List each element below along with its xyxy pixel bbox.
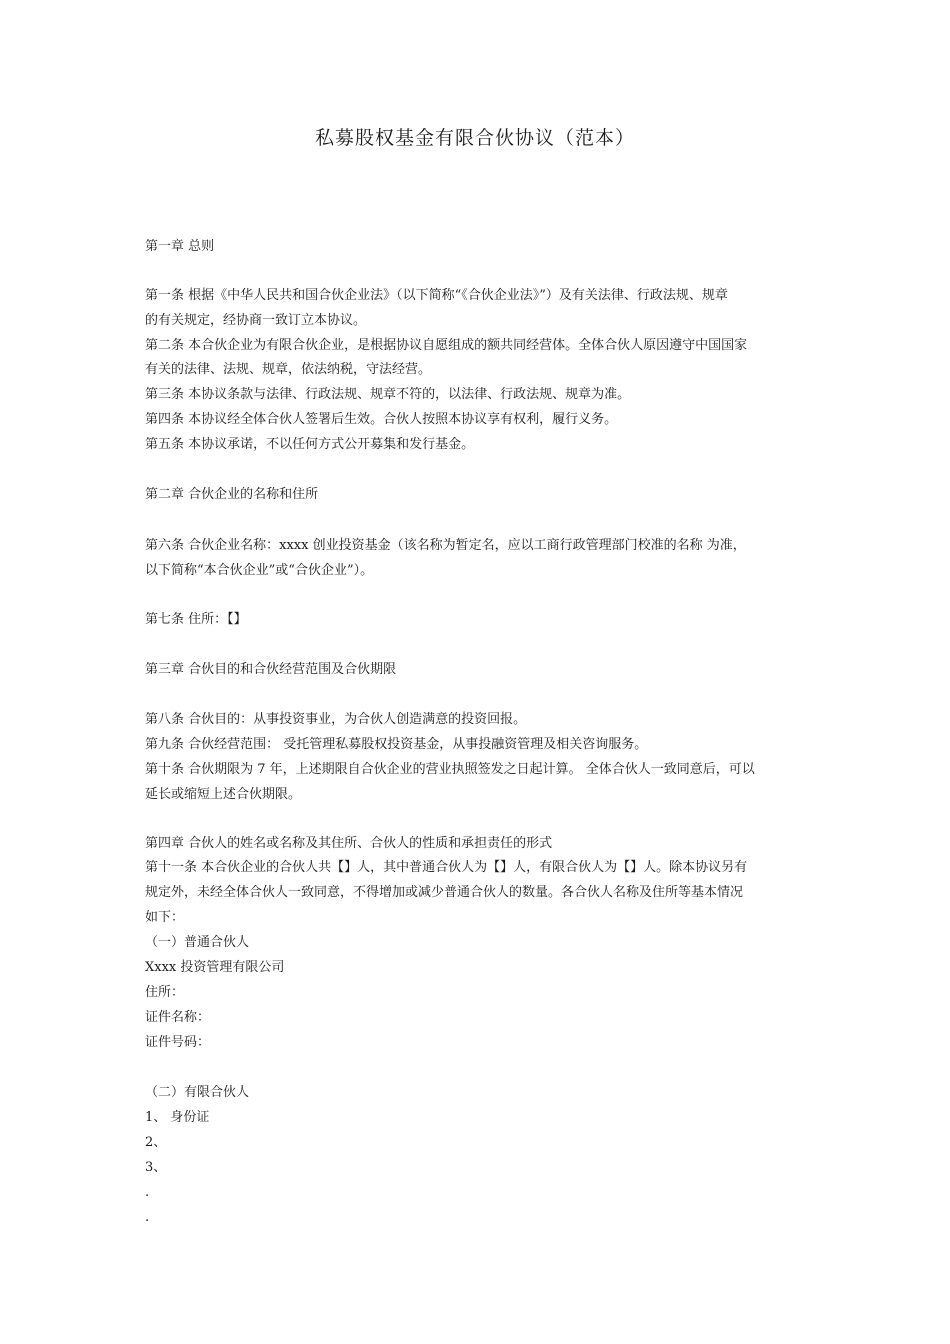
- article-4: 第四条 本协议经全体合伙人签署后生效。合伙人按照本协议享有权利，履行义务。: [145, 412, 618, 427]
- article-10-line-2: 延长或缩短上述合伙期限。: [145, 787, 302, 802]
- article-11-line-1: 第十一条 本合伙企业的合伙人共【】人，其中普通合伙人为【】人，有限合伙人为【】人。除本协议另有: [145, 860, 748, 875]
- general-partner-address: 住所：: [145, 985, 185, 1000]
- chapter-3-heading: 第三章 合伙目的和合伙经营范围及合伙期限: [145, 662, 397, 677]
- chapter-4-heading: 第四章 合伙人的姓名或名称及其住所、合伙人的性质和承担责任的形式: [145, 836, 553, 851]
- article-10-line-1: 第十条 合伙期限为 7 年，上述期限自合伙企业的营业执照签发之日起计算。 全体合伙人一致同意后，可以: [145, 762, 755, 777]
- chapter-1-heading: 第一章 总则: [145, 239, 215, 254]
- article-5: 第五条 本协议承诺，不以任何方式公开募集和发行基金。: [145, 437, 475, 452]
- article-8: 第八条 合伙目的：从事投资事业，为合伙人创造满意的投资回报。: [145, 712, 527, 727]
- general-partner-name: Xxxx 投资管理有限公司: [145, 960, 285, 975]
- general-partner-id-type: 证件名称：: [145, 1010, 211, 1025]
- article-2-line-2: 有关的法律、法规、规章，依法纳税，守法经营。: [145, 362, 432, 377]
- ellipsis-dot-2: .: [145, 1210, 150, 1225]
- ellipsis-dot-1: .: [145, 1185, 150, 1200]
- article-7: 第七条 住所：【】: [145, 612, 247, 627]
- chapter-2-heading: 第二章 合伙企业的名称和住所: [145, 487, 319, 502]
- limited-partner-2: 2、: [145, 1135, 167, 1150]
- article-9: 第九条 合伙经营范围： 受托管理私募股权投资基金，从事投融资管理及相关咨询服务。: [145, 737, 648, 752]
- general-partner-id-number: 证件号码：: [145, 1035, 211, 1050]
- article-2-line-1: 第二条 本合伙企业为有限合伙企业，是根据协议自愿组成的额共同经营体。全体合伙人原因遵守中国国家: [145, 338, 748, 353]
- article-11-line-2: 规定外，未经全体合伙人一致同意，不得增加或减少普通合伙人的数量。各合伙人名称及住所等基本情况: [145, 885, 744, 900]
- article-1-line-2: 的有关规定，经协商一致订立本协议。: [145, 313, 367, 328]
- article-1-line-1: 第一条 根据《中华人民共和国合伙企业法》（以下简称“《合伙企业法》”）及有关法律、行政法规、规章: [145, 288, 728, 303]
- limited-partner-1: 1、 身份证: [145, 1110, 210, 1125]
- limited-partner-3: 3、: [145, 1160, 167, 1175]
- document-title: 私募股权基金有限合伙协议（范本）: [314, 127, 635, 149]
- article-3: 第三条 本协议条款与法律、行政法规、规章不符的，以法律、行政法规、规章为准。: [145, 387, 631, 402]
- limited-partner-heading: （二）有限合伙人: [145, 1085, 250, 1100]
- article-6-line-2: 以下简称“本合伙企业”或“合伙企业”）。: [145, 563, 374, 578]
- article-6-line-1: 第六条 合伙企业名称：xxxx 创业投资基金（该名称为暂定名，应以工商行政管理部门校准的名称 为准，: [145, 538, 746, 553]
- general-partner-heading: （一）普通合伙人: [145, 935, 250, 950]
- article-11-line-3: 如下：: [145, 910, 185, 925]
